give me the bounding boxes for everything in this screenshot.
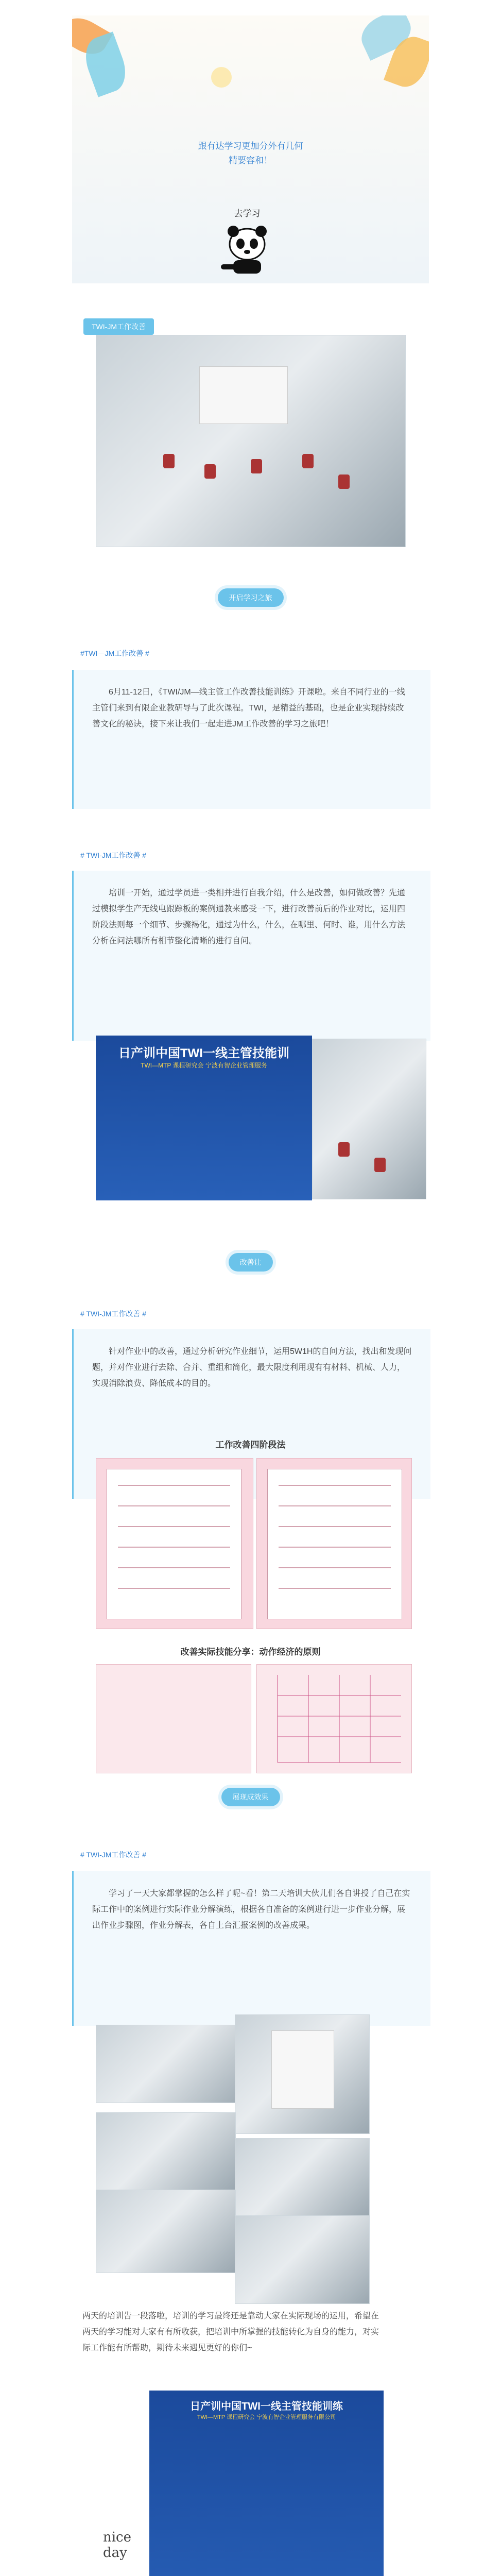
training-banner-photo: [96, 1036, 312, 1200]
card-text: 6月11-12日，《TWI/JM—线主管工作改善技能训练》开课啦。来自不同行业的一线主管们来到有限企业教研导与了此次课程。TWI，是精益的基础，也是企业实现持续改善文化的秘诀，接下来让我们一起走进JM工作改善的学习之旅吧！: [92, 688, 405, 728]
section-hashtag: # TWI-JM工作改善 #: [80, 1310, 147, 1318]
photo-chair: [302, 454, 314, 468]
photo-whiteboard: [271, 2030, 334, 2109]
photo-screen: [199, 366, 288, 424]
section-tag: TWI-JM工作改善: [83, 318, 154, 335]
card-text: 针对作业中的改善，通过分析研究作业细节，运用5W1H的自问方法，找出和发现问题，并对作业进行去除、合并、重组和简化，最大限度利用现有有材料、机械、人力，实现消除浪费、降低成本的目的。: [92, 1347, 412, 1388]
card-text: 学习了一天大家都掌握的怎么样了呢~看！第二天培训大伙儿们各自讲授了自己在实际工作中的案例进行实际作业分解演练，根据各自准备的案例进行进一步作业分解，展出作业步骤图，作业分解表，各自上台汇报案例的改善成果。: [92, 1889, 410, 1930]
slide-title: 工作改善四阶段法: [215, 1440, 286, 1450]
training-photo: [235, 2215, 370, 2304]
pill-wrap: [0, 1253, 501, 1272]
section-pill: 改善让: [229, 1253, 273, 1272]
slide-image: [96, 1664, 251, 1773]
section-hashtag: #TWI－JM工作改善 #: [80, 649, 149, 657]
banner-title: 日产训中国TWI一线主管技能训练: [190, 2401, 343, 2412]
training-photo: [96, 2025, 251, 2103]
banner-subtitle: TWI—MTP 课程研究会 宁波有智企业管理服务: [141, 1062, 267, 1069]
text-card: [72, 871, 430, 1041]
closing-text: 两天的培训告一段落啦，培训的学习最终还是靠动大家在实际现场的运用，希望在两天的学习能对大家有有所收获，把培训中所掌握的技能转化为自身的能力，对实际工作能有所帮助，期待未来遇见更好的你们~: [82, 2312, 379, 2352]
banner-title: 日产训中国TWI一线主管技能训: [118, 1046, 289, 1060]
text-card: [72, 670, 430, 809]
training-photo: [96, 2190, 236, 2273]
section-pill: 开启学习之旅: [218, 588, 284, 607]
training-photo: [96, 2112, 236, 2191]
section-hashtag: # TWI-JM工作改善 #: [80, 1851, 147, 1859]
photo-chair: [374, 1158, 386, 1172]
panda-sticker: [206, 206, 288, 280]
photo-chair: [338, 474, 350, 489]
photo-chair: [338, 1142, 350, 1157]
group-photo: [149, 2391, 384, 2576]
intro-line: 精要容和！: [229, 156, 272, 165]
nice-day-sticker: nice day: [103, 2530, 132, 2561]
leaf-decoration: [211, 67, 232, 88]
slide-image: [256, 1664, 412, 1773]
panda-icon: [214, 221, 281, 278]
slide-title: 改善实际技能分享：动作经济的原则: [180, 1647, 321, 1657]
slide-sheet: [107, 1469, 241, 1619]
panda-caption: 去学习: [234, 209, 261, 218]
photo-chair: [251, 459, 262, 473]
training-photo: [312, 1039, 426, 1199]
photo-chair: [163, 454, 175, 468]
pill-wrap: [0, 588, 501, 607]
slide-image: [96, 1458, 253, 1629]
training-photo: [235, 2014, 370, 2134]
training-photo: [235, 2138, 370, 2216]
photo-chair: [204, 464, 216, 479]
chart-sketch-icon: [257, 1665, 411, 1773]
pill-wrap: [0, 1788, 501, 1806]
slide-sheet: [267, 1469, 402, 1619]
text-card: [72, 1871, 430, 2026]
intro-text: [72, 139, 429, 168]
photo-whiteboard: [96, 1070, 152, 1152]
intro-line: 跟有达学习更加分外有几何: [198, 141, 303, 151]
section-hashtag: # TWI-JM工作改善 #: [80, 851, 147, 859]
card-text: 培训一开始，通过学员进一类相并进行自我介绍，什么是改善，如何做改善？先通过模拟学生产无线电跟踪板的案例通教来感受一下，进行改善前后的作业对比，运用四阶段法则每一个细节、步骤褐化，通过为什么，什么，在哪里、何时、谁，用什么方法分析在问法哪所有相节整化清晰的进行自问。: [92, 889, 406, 945]
training-photo: [96, 335, 406, 547]
section-pill: 展现成效果: [221, 1788, 280, 1806]
slide-image: [256, 1458, 412, 1629]
banner-subtitle: TWI—MTP 课程研究会 宁波有智企业管理服务有限公司: [197, 2414, 336, 2420]
